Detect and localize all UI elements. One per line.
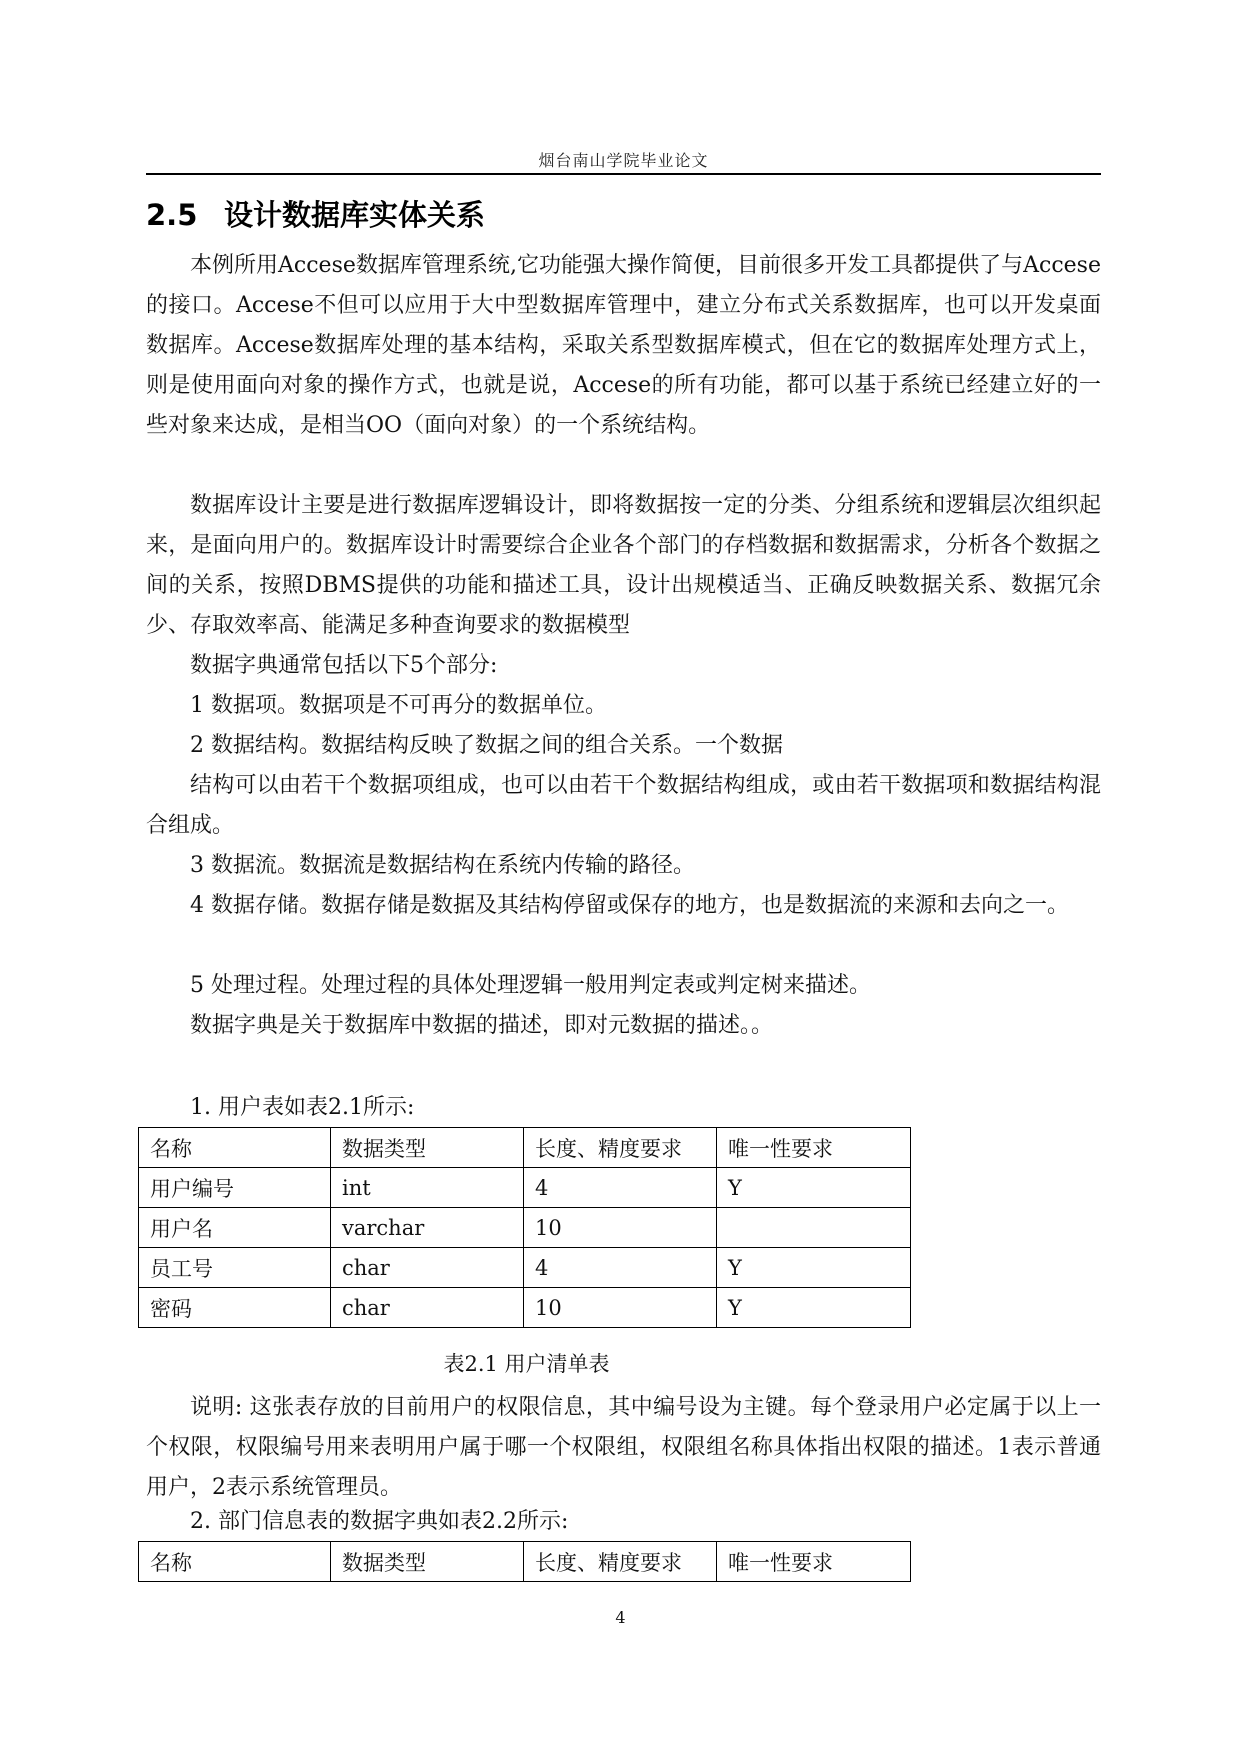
table-header-cell: 唯一性要求 [717, 1542, 911, 1582]
paragraph-access-intro: 本例所用Accese数据库管理系统,它功能强大操作简便，目前很多开发工具都提供了与Accese的接口。Accese不但可以应用于大中型数据库管理中，建立分布式关系数据库，也可以开发桌面数据库。Accese数据库处理的基本结构，采取关系型数据库模式，但在它的数据库处理方式上，则是使用面向对象的操作方式，也就是说，Accese的所有功能，都可以基于系统已经建立好的一些对象来达成，是相当OO（面向对象）的一个系统结构。 [146, 253, 1101, 438]
table-cell: varchar [331, 1208, 524, 1248]
table-header-cell: 长度、精度要求 [524, 1128, 717, 1168]
table1-caption: 表2.1 用户清单表 [443, 1352, 610, 1376]
table-cell: 4 [524, 1248, 717, 1288]
table-cell: char [331, 1248, 524, 1288]
table-header-cell: 名称 [139, 1542, 331, 1582]
table1-note: 说明: 这张表存放的目前用户的权限信息，其中编号设为主键。每个登录用户必定属于以上一个权限，权限编号用来表明用户属于哪一个权限组，权限组名称具体指出权限的描述。1表示普通用户，2表示系统管理员。 [146, 1395, 1101, 1500]
paragraph-dict-parts: 数据字典通常包括以下5个部分: [190, 653, 498, 678]
table-header-row [139, 1128, 911, 1168]
user-table [138, 1127, 911, 1328]
table-cell: 密码 [139, 1288, 331, 1328]
running-header: 烟台南山学院毕业论文 [538, 151, 709, 170]
department-table [138, 1541, 911, 1582]
table-cell: 员工号 [139, 1248, 331, 1288]
table-cell: int [331, 1168, 524, 1208]
list-item-data-structure: 2 数据结构。数据结构反映了数据之间的组合关系。一个数据 [190, 733, 783, 758]
table2-intro: 2. 部门信息表的数据字典如表2.2所示: [190, 1509, 569, 1534]
table-row [139, 1208, 911, 1248]
section-number: 2.5 [146, 198, 198, 232]
table-row [139, 1168, 911, 1208]
paragraph-structure-detail: 结构可以由若干个数据项组成，也可以由若干个数据结构组成，或由若干数据项和数据结构混合组成。 [146, 773, 1101, 838]
table-cell [717, 1208, 911, 1248]
table-header-row [139, 1542, 911, 1582]
table-cell: 用户名 [139, 1208, 331, 1248]
table-header-cell: 名称 [139, 1128, 331, 1168]
page-number: 4 [615, 1608, 626, 1627]
table-cell: Y [717, 1248, 911, 1288]
paragraph-dict-definition: 数据字典是关于数据库中数据的描述，即对元数据的描述。。 [190, 1013, 774, 1038]
table-cell: 用户编号 [139, 1168, 331, 1208]
list-item-process: 5 处理过程。处理过程的具体处理逻辑一般用判定表或判定树来描述。 [190, 973, 871, 998]
table-cell: 10 [524, 1288, 717, 1328]
paragraph-db-design: 数据库设计主要是进行数据库逻辑设计，即将数据按一定的分类、分组系统和逻辑层次组织起来，是面向用户的。数据库设计时需要综合企业各个部门的存档数据和数据需求，分析各个数据之间的关系，按照DBMS提供的功能和描述工具，设计出规模适当、正确反映数据关系、数据冗余少、存取效率高、能满足多种查询要求的数据模型 [146, 493, 1101, 638]
table-header-cell: 长度、精度要求 [524, 1542, 717, 1582]
table-row [139, 1248, 911, 1288]
section-heading [146, 193, 485, 234]
table-header-cell: 数据类型 [331, 1128, 524, 1168]
table-cell: Y [717, 1168, 911, 1208]
list-item-data-item: 1 数据项。数据项是不可再分的数据单位。 [190, 693, 607, 718]
table-cell: char [331, 1288, 524, 1328]
table-row [139, 1288, 911, 1328]
list-item-data-storage: 4 数据存储。数据存储是数据及其结构停留或保存的地方，也是数据流的来源和去向之一。 [190, 893, 1069, 918]
table-cell: 4 [524, 1168, 717, 1208]
list-item-data-flow: 3 数据流。数据流是数据结构在系统内传输的路径。 [190, 853, 695, 878]
section-title: 设计数据库实体关系 [224, 198, 486, 232]
table-header-cell: 唯一性要求 [717, 1128, 911, 1168]
table1-intro: 1. 用户表如表2.1所示: [190, 1095, 415, 1120]
table-cell: 10 [524, 1208, 717, 1248]
header-rule [146, 173, 1101, 175]
table-cell: Y [717, 1288, 911, 1328]
table-header-cell: 数据类型 [331, 1542, 524, 1582]
